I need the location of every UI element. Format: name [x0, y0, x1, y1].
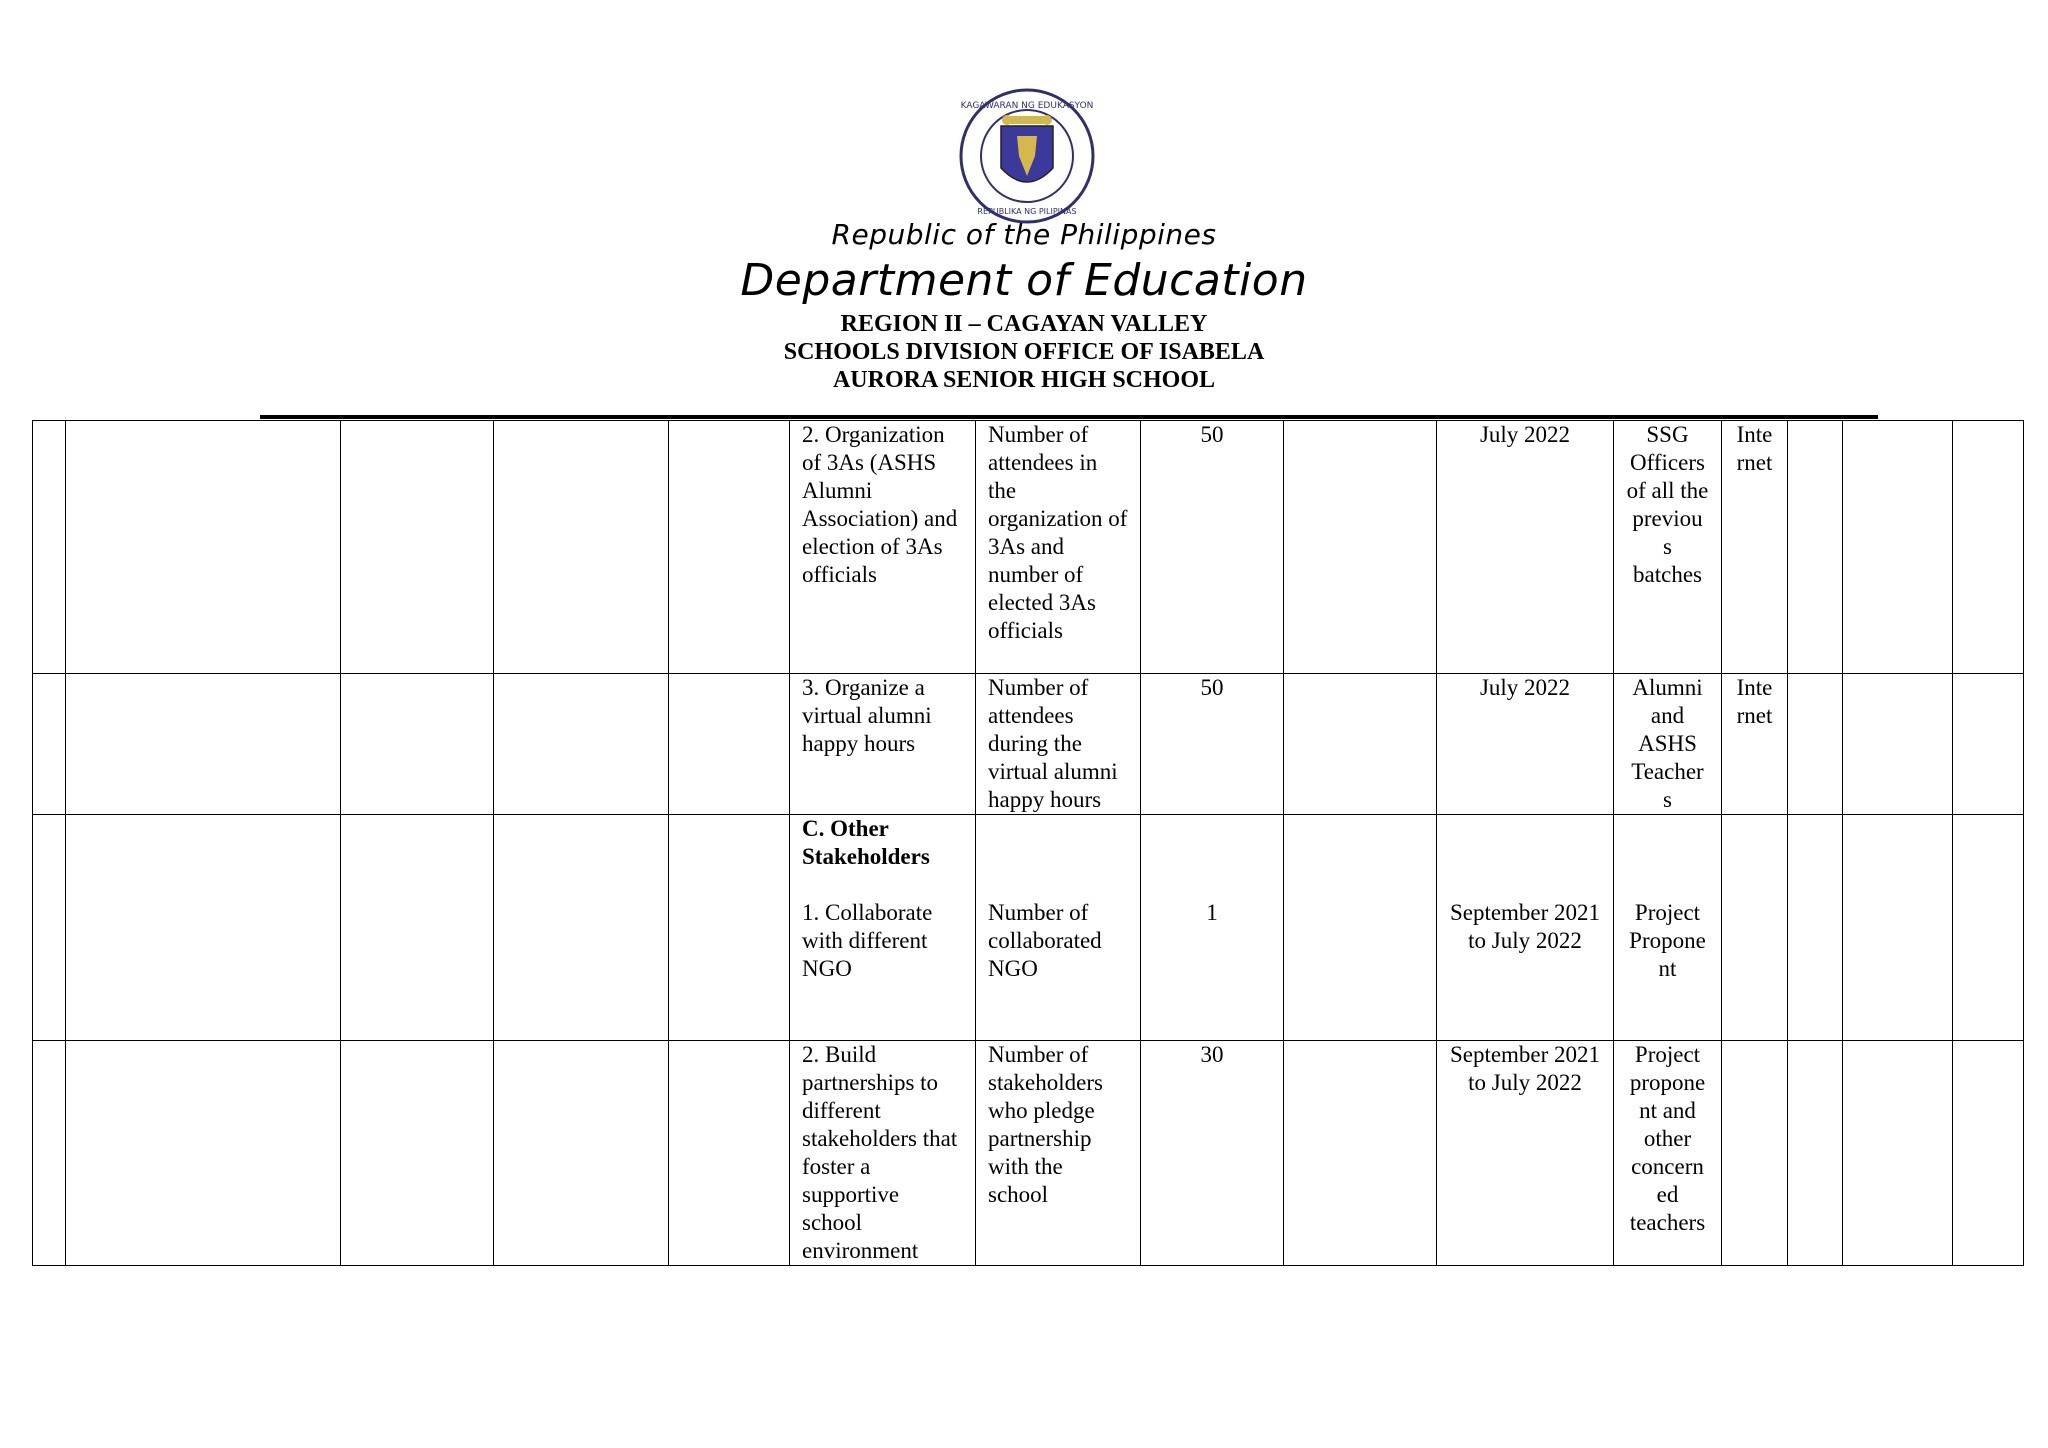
activity-text: 1. Collaborate with different NGO — [802, 900, 933, 981]
indicator-cell: Number of attendees in the organization of 3As and number of elected 3As officials — [976, 421, 1141, 674]
persons-involved-cell: SSG Officers of all the previou s batches — [1614, 421, 1722, 674]
letterhead — [0, 0, 2048, 430]
indicator-cell: Number of stakeholders who pledge partnership with the school — [976, 1041, 1141, 1266]
action-plan-table — [32, 420, 2024, 1266]
timeline-cell: July 2022 — [1437, 674, 1614, 815]
target-cell: 50 — [1141, 674, 1284, 815]
resources-cell: Inte rnet — [1722, 421, 1788, 674]
deped-seal-logo — [957, 86, 1097, 226]
resources-cell: Inte rnet — [1722, 674, 1788, 815]
school-line: AURORA SENIOR HIGH SCHOOL — [832, 367, 1216, 393]
persons-text: Project Propone nt — [1629, 900, 1706, 981]
indicator-cell — [976, 815, 1141, 1041]
region-line: REGION II – CAGAYAN VALLEY — [840, 311, 1208, 337]
republic-line: Republic of the Philippines — [831, 218, 1217, 251]
resources-cell — [1722, 815, 1788, 1041]
timeline-cell — [1437, 815, 1614, 1041]
table-row — [33, 421, 2024, 674]
timeline-cell: July 2022 — [1437, 421, 1614, 674]
target-cell — [1141, 815, 1284, 1041]
activity-cell: 2. Organization of 3As (ASHS Alumni Association) and election of 3As officials — [790, 421, 976, 674]
header-divider — [260, 415, 1878, 419]
persons-involved-cell — [1614, 815, 1722, 1041]
activity-cell: 3. Organize a virtual alumni happy hours — [790, 674, 976, 815]
division-line: SCHOOLS DIVISION OFFICE OF ISABELA — [783, 339, 1265, 365]
svg-text:KAGAWARAN NG EDUKASYON: KAGAWARAN NG EDUKASYON — [960, 101, 1094, 111]
persons-involved-cell: Alumni and ASHS Teacher s — [1614, 674, 1722, 815]
activity-cell — [790, 815, 976, 1041]
persons-involved-cell: Project propone nt and other concern ed teachers — [1614, 1041, 1722, 1266]
table-row — [33, 1041, 2024, 1266]
indicator-text: Number of collaborated NGO — [988, 900, 1102, 981]
section-heading: C. Other Stakeholders — [802, 816, 930, 869]
table-row — [33, 815, 2024, 1041]
timeline-text: September 2021 to July 2022 — [1449, 900, 1601, 953]
resources-cell — [1722, 1041, 1788, 1266]
table-row — [33, 674, 2024, 815]
indicator-cell: Number of attendees during the virtual alumni happy hours — [976, 674, 1141, 815]
target-text: 1 — [1206, 900, 1218, 925]
activity-cell: 2. Build partnerships to different stakeholders that foster a supportive school environment — [790, 1041, 976, 1266]
department-line: Department of Education — [740, 255, 1308, 306]
target-cell: 30 — [1141, 1041, 1284, 1266]
timeline-cell: September 2021 to July 2022 — [1437, 1041, 1614, 1266]
svg-text:REPUBLIKA NG PILIPINAS: REPUBLIKA NG PILIPINAS — [977, 207, 1077, 216]
target-cell: 50 — [1141, 421, 1284, 674]
